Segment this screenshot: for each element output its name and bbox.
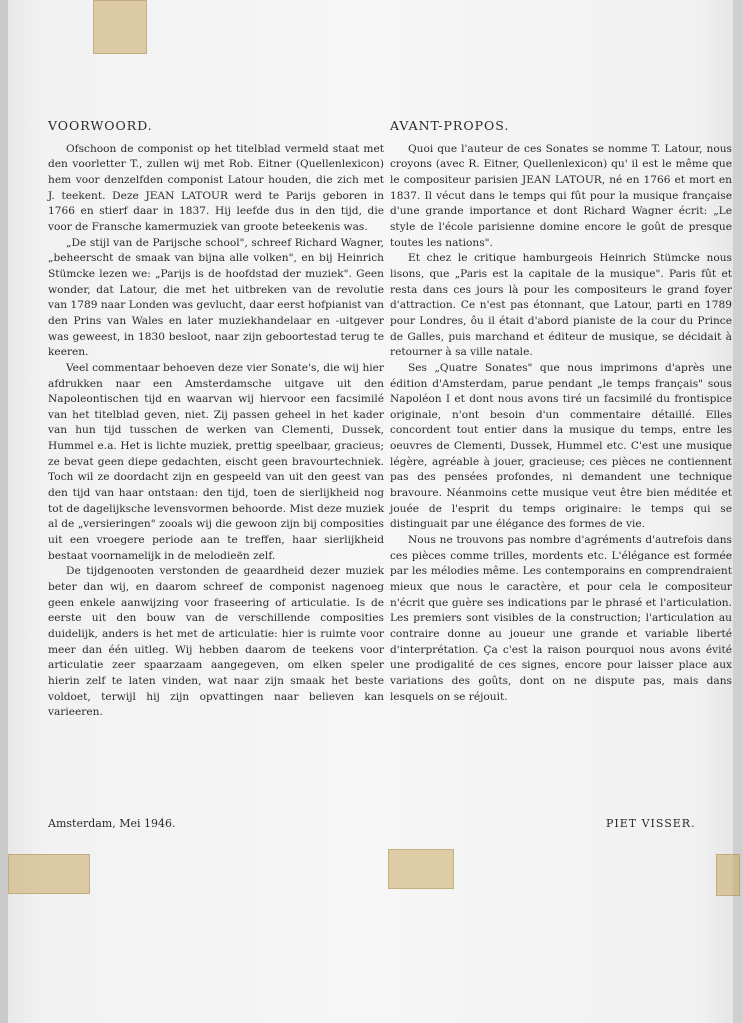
french-paragraph: Quoi que l'auteur de ces Sonates se nomme T. Latour, nous croyons (avec R. Eitner, Quellenlexicon) qu' il est le même que le compositeur parisien JEAN LATOUR, né en 1766 et mort en 1837. Il vécut dans le temps qui fût pour la musique française d'une grande importance et dont Richard Wagner écrit: „Le style de l'école parisienne domine encore le goût de presque toutes les nations". bbox=[390, 142, 732, 249]
french-paragraph: Nous ne trouvons pas nombre d'agréments d'autrefois dans ces pièces comme trilles, mordents etc. L'élégance est formée par les mélodies même. Les contemporains en comprendraient mieux que nous le caractère, et pour cela le compositeur n'écrit que guère ses indications par le phrasé et l'articulation. Les premiers sont visibles de la construction; l'articulation au contraire donne au joueur une grande et variable liberté d'interprétation. Ça c'est la raison pourquoi nous avons évité une prodigalité de ces signes, encore pour laisser place aux variations des goûts, dont on ne dispute pas, mais dans lesquels on se réjouit. bbox=[390, 534, 732, 703]
french-foreword-column bbox=[390, 118, 732, 705]
french-paragraph: Et chez le critique hamburgeois Heinrich Stümcke nous lisons, que „Paris est la capitale de la musique". Paris fût et resta dans ces jours là pour les compositeurs le grand foyer d'attraction. Ce n'est pas étonnant, que Latour, parti en 1789 pour Londres, ôu il était d'abord pianiste de la cour du Prince de Galles, puis marchand et éditeur de musique, se décidait à retourner à sa ville natale. bbox=[390, 252, 732, 359]
dutch-paragraph: Ofschoon de componist op het titelblad vermeld staat met den voorletter T., zullen wij met Rob. Eitner (Quellenlexicon) hem voor denzelfden componist Latour houden, die zich met J. teekent. Deze JEAN LATOUR werd te Parijs geboren in 1766 en stierf daar in 1837. Hij leefde dus in den tijd, die voor de Fransche kamermuziek van groote beteekenis was. bbox=[48, 142, 384, 233]
tape-strip-bottom-center bbox=[388, 849, 454, 889]
dutch-foreword-column bbox=[48, 118, 384, 721]
tape-strip-top bbox=[93, 0, 147, 54]
french-paragraph: Ses „Quatre Sonates" que nous imprimons d'après une édition d'Amsterdam, parue pendant „le temps français" sous Napoléon I et dont nous avons tiré un facsimilé du frontispice originale, n'ont besoin d'un commentaire détaillé. Elles concordent tout entier dans la musique du temps, entre les oeuvres de Clementi, Dussek, Hummel etc. C'est une musique légère, agréable à jouer, gracieuse; ces pièces ne contiennent pas des pensées profondes, ni demandent une technique bravoure. Néanmoins cette musique veut être bien méditée et jouée de l'esprit du temps originaire: le temps qui se distinguait par une élégance des formes de vie. bbox=[390, 361, 732, 531]
dutch-paragraph: Veel commentaar behoeven deze vier Sonate's, die wij hier afdrukken naar een Amsterdamsche uitgave uit den Napoleontischen tijd en waarvan wij hiervoor een facsimilé van het titelblad geven, niet. Zij passen geheel in het kader van hun tijd tusschen de werken van Clementi, Dussek, Hummel e.a. Het is lichte muziek, prettig speelbaar, gracieus; ze bevat geen diepe gedachten, eischt geen bravourtechniek. Toch wil ze doordacht zijn en gespeeld van uit den geest van den tijd van haar ontstaan: den tijd, toen de sierlijkheid nog tot de dagelijksche levensvormen behoorde. Mist deze muziek al de „versieringen" zooals wij die gewoon zijn bij composities uit een vroegere periode aan te treffen, haar sierlijkheid bestaat voornamelijk in de melodieën zelf. bbox=[48, 361, 384, 562]
tape-strip-bottom-right bbox=[716, 854, 740, 896]
dutch-paragraph: De tijdgenooten verstonden de geaardheid dezer muziek beter dan wij, en daarom schreef de componist nagenoeg geen enkele aanwijzing voor fraseering of articulatie. Is de eerste uit den bouw van de verschillende composities duidelijk, anders is het met de articulatie: hier is ruimte voor meer dan één uitleg. Wij hebben daarom de teekens voor articulatie zeer spaarzaam aangegeven, om elken speler hierin zelf te laten vinden, wat naar zijn smaak het beste voldoet, terwijl hij zijn opvattingen naar believen kan varieeren. bbox=[48, 565, 384, 719]
dutch-heading: VOORWOORD. bbox=[48, 118, 153, 133]
french-heading: AVANT-PROPOS. bbox=[390, 118, 510, 133]
dutch-paragraph: „De stijl van de Parijsche school", schreef Richard Wagner, „beheerscht de smaak van bijna alle volken", en bij Heinrich Stümcke lezen we: „Parijs is de hoofdstad der muziek". Geen wonder, dat Latour, die met het uitbreken van de revolutie van 1789 naar Londen was gevlucht, daar eerst hofpianist van den Prins van Wales en later muziekhandelaar en -uitgever was geweest, in 1830 besloot, naar zijn geboortestad terug te keeren. bbox=[48, 236, 384, 359]
author-signature: PIET VISSER. bbox=[606, 817, 696, 830]
tape-strip-bottom-left bbox=[8, 854, 90, 894]
place-and-date: Amsterdam, Mei 1946. bbox=[48, 817, 176, 830]
page-edge-left bbox=[0, 0, 8, 1023]
